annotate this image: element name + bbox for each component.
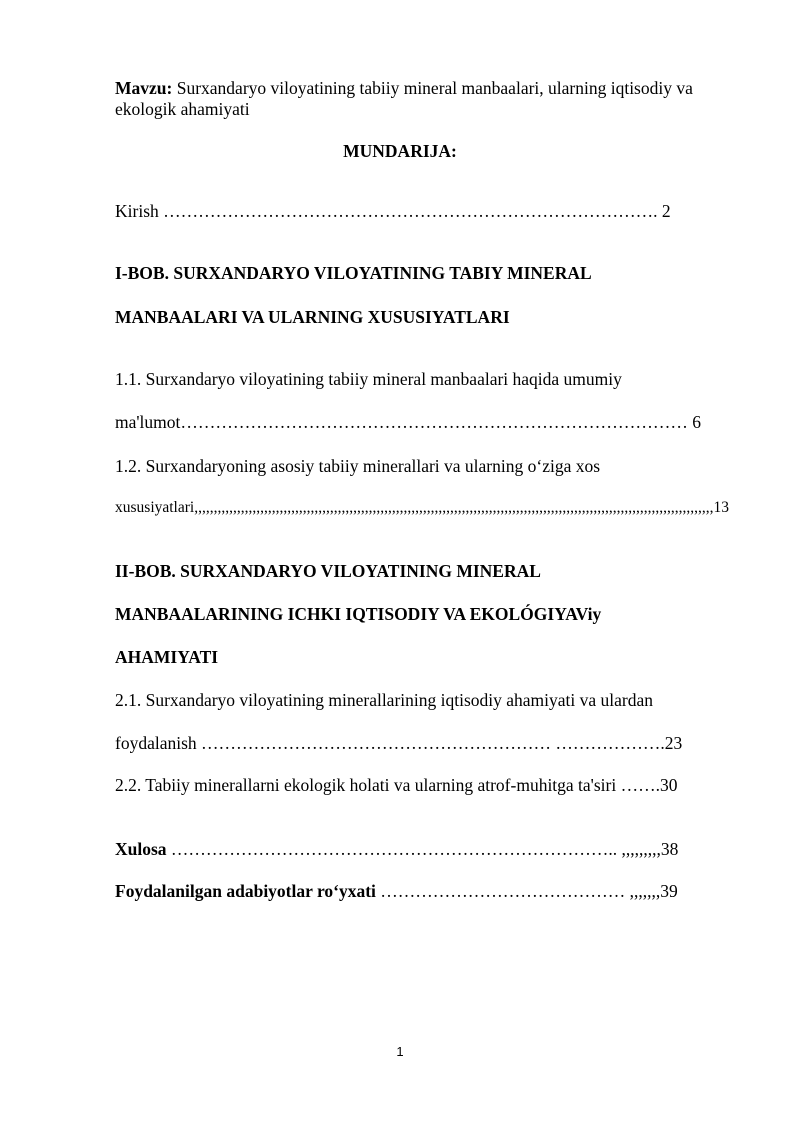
toc-references <box>115 880 678 902</box>
toc-section-1-1-line-1: 1.1. Surxandaryo viloyatining tabiiy mineral manbaalari haqida umumiy <box>115 369 622 389</box>
page-number: 1 <box>396 1044 404 1059</box>
topic-line-1 <box>115 77 693 99</box>
topic-text: Surxandaryo viloyatining tabiiy mineral manbaalari, ularning iqtisodiy va <box>172 78 693 98</box>
toc-section-2-1-line-1: 2.1. Surxandaryo viloyatining minerallarining iqtisodiy ahamiyati va ulardan <box>115 690 654 710</box>
toc-chapter2-title-line-2: MANBAALARINING ICHKI IQTISODIY VA EKOLÓGIYAViy <box>115 604 602 624</box>
topic-label: Mavzu: <box>115 78 173 98</box>
toc-conclusion <box>115 838 678 860</box>
toc-references-leader: …………………………………… ,,,,,,,39 <box>375 881 678 901</box>
toc-section-1-1-line-2: ma'lumot…………………………………………………………………………… 6 <box>115 412 701 432</box>
toc-section-2-2: 2.2. Tabiiy minerallarni ekologik holati va ularning atrof-muhitga ta'siri …….30 <box>115 775 678 795</box>
toc-chapter2-title-line-1: II-BOB. SURXANDARYO VILOYATINING MINERAL <box>115 561 541 581</box>
toc-conclusion-leader: ………………………………………………………………….. ,,,,,,,,,38 <box>166 839 679 859</box>
toc-section-1-2-line-1: 1.2. Surxandaryoning asosiy tabiiy minerallari va ularning o‘ziga xos <box>115 456 601 476</box>
topic-line-2: ekologik ahamiyati <box>115 99 250 119</box>
contents-heading: MUNDARIJA: <box>343 141 457 161</box>
toc-chapter1-title-line-2: MANBAALARI VA ULARNING XUSUSIYATLARI <box>115 307 510 327</box>
toc-intro: Kirish …………………………………………………………………………. 2 <box>115 201 671 221</box>
toc-references-label: Foydalanilgan adabiyotlar ro‘yxati <box>115 881 376 901</box>
toc-conclusion-label: Xulosa <box>115 839 167 859</box>
toc-section-1-2-line-2: xususiyatlari,,,,,,,,,,,,,,,,,,,,,,,,,,,,,,,,,,,,,,,,,,,,,,,,,,,,,,,,,,,,,,,,,,,,,,,,,,,,,,,,,,,,,,,,,,,,,,,,,,,,,,,,,,,,,,,,,,,,,,,,,,,,,,,,,,,,,,13 <box>115 499 729 516</box>
toc-chapter2-title-line-3: AHAMIYATI <box>115 647 219 667</box>
toc-section-2-1-line-2: foydalanish …………………………………………………… ……………….23 <box>115 733 683 753</box>
toc-chapter1-title-line-1: I-BOB. SURXANDARYO VILOYATINING TABIY MINERAL <box>115 263 592 283</box>
